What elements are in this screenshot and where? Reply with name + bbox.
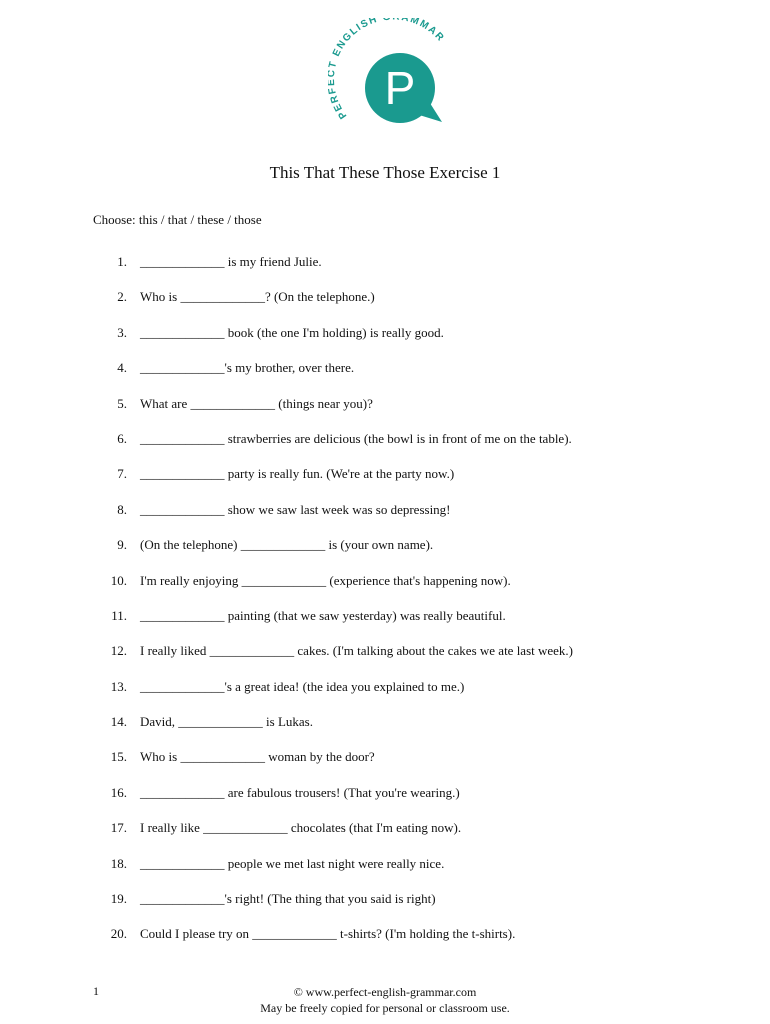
exercise-item bbox=[0, 855, 770, 890]
item-number: 9. bbox=[117, 537, 127, 553]
item-text: _____________ book (the one I'm holding) is really good. bbox=[140, 324, 444, 340]
exercise-item bbox=[0, 572, 770, 607]
item-text: _____________ painting (that we saw yesterday) was really beautiful. bbox=[140, 607, 506, 623]
item-number: 14. bbox=[110, 714, 127, 730]
logo-graphic bbox=[328, 18, 448, 130]
item-text: _____________'s a great idea! (the idea you explained to me.) bbox=[140, 678, 465, 694]
page-title: This That These Those Exercise 1 bbox=[269, 163, 501, 182]
exercise-item bbox=[0, 465, 770, 500]
item-number: 16. bbox=[110, 784, 127, 800]
item-text: Could I please try on _____________ t-shirts? (I'm holding the t-shirts). bbox=[140, 926, 516, 942]
item-text: _____________ party is really fun. (We're at the party now.) bbox=[140, 466, 455, 482]
exercise-item bbox=[0, 748, 770, 783]
exercise-item bbox=[0, 819, 770, 854]
exercise-item bbox=[0, 713, 770, 748]
exercise-item bbox=[0, 359, 770, 394]
exercise-item bbox=[0, 925, 770, 960]
item-text: _____________ show we saw last week was so depressing! bbox=[140, 501, 451, 517]
item-text: Who is _____________ woman by the door? bbox=[140, 749, 375, 765]
item-number: 20. bbox=[110, 926, 127, 942]
item-text: What are _____________ (things near you)? bbox=[140, 395, 373, 411]
page-number: 1 bbox=[93, 984, 99, 998]
item-text: David, _____________ is Lukas. bbox=[140, 714, 313, 730]
item-number: 2. bbox=[117, 289, 127, 305]
item-text: _____________'s my brother, over there. bbox=[140, 360, 355, 376]
exercise-item bbox=[0, 536, 770, 571]
exercise-item bbox=[0, 607, 770, 642]
exercise-item bbox=[0, 678, 770, 713]
item-number: 8. bbox=[117, 501, 127, 517]
exercise-item bbox=[0, 501, 770, 536]
exercise-item bbox=[0, 642, 770, 677]
item-text: I'm really enjoying _____________ (experience that's happening now). bbox=[140, 572, 511, 588]
item-number: 4. bbox=[117, 360, 127, 376]
item-text: I really like _____________ chocolates (that I'm eating now). bbox=[140, 820, 462, 836]
item-number: 10. bbox=[110, 572, 127, 588]
exercise-item bbox=[0, 784, 770, 819]
item-text: _____________ people we met last night were really nice. bbox=[140, 855, 445, 871]
item-text: _____________'s right! (The thing that you said is right) bbox=[140, 891, 436, 907]
brand-logo bbox=[328, 18, 448, 130]
exercise-item bbox=[0, 430, 770, 465]
item-text: (On the telephone) _____________ is (your own name). bbox=[140, 537, 434, 553]
item-number: 13. bbox=[110, 678, 127, 694]
exercise-item bbox=[0, 890, 770, 925]
item-number: 11. bbox=[111, 607, 127, 623]
item-number: 7. bbox=[117, 466, 127, 482]
exercise-item bbox=[0, 395, 770, 430]
exercise-list bbox=[0, 253, 770, 961]
exercise-item bbox=[0, 324, 770, 359]
item-number: 3. bbox=[117, 324, 127, 340]
item-text: _____________ is my friend Julie. bbox=[140, 254, 322, 269]
item-text: I really liked _____________ cakes. (I'm talking about the cakes we ate last week.) bbox=[140, 643, 574, 659]
item-text: _____________ are fabulous trousers! (That you're wearing.) bbox=[140, 784, 460, 800]
footer-site: © www.perfect-english-grammar.com bbox=[293, 985, 477, 999]
item-number: 12. bbox=[110, 643, 127, 659]
item-number: 6. bbox=[117, 430, 127, 446]
instruction: Choose: this / that / these / those bbox=[93, 212, 262, 227]
item-number: 1. bbox=[117, 254, 127, 269]
item-number: 19. bbox=[110, 891, 127, 907]
item-number: 5. bbox=[117, 395, 127, 411]
exercise-item bbox=[0, 288, 770, 323]
footer-note: May be freely copied for personal or classroom use. bbox=[260, 1001, 510, 1015]
item-number: 15. bbox=[110, 749, 127, 765]
item-text: _____________ strawberries are delicious (the bowl is in front of me on the table). bbox=[140, 430, 572, 446]
exercise-item bbox=[0, 253, 770, 288]
item-text: Who is _____________? (On the telephone.) bbox=[140, 289, 375, 305]
logo-ring-text: PER T ENGLISH AMMAR bbox=[328, 18, 447, 121]
item-number: 18. bbox=[110, 855, 127, 871]
item-number: 17. bbox=[110, 820, 127, 836]
footer bbox=[0, 984, 770, 1016]
logo-letter: P bbox=[384, 62, 416, 114]
